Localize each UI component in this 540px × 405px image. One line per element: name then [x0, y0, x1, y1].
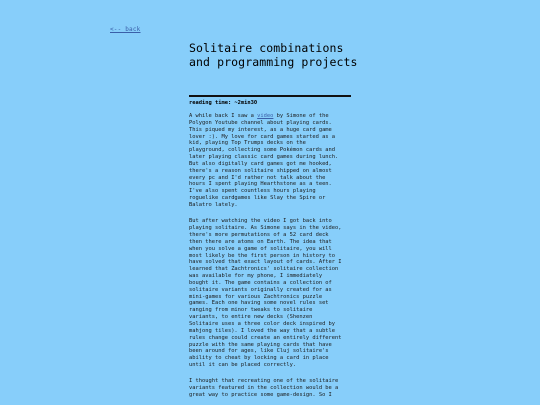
reading-time: reading time: ~2min30 [189, 100, 258, 106]
back-link[interactable]: <-- back [110, 26, 141, 33]
paragraph-1-text-rest: by Simone of the Polygon Youtube channel about playing cards. This piqued my interest, as a huge card game lover :). My love for card games started as a kid, playing Top Trumps decks on the playground, collecting some Pokémon cards and later playing classic card games during lunch. But also digitally card games got me hooked, there's a reason solitaire shipped on almost every pc and I'd rather not talk about the hours I spent playing Hearthstone as a teen. I've also spent countless hours playing roguelike cardgames like Slay the Spire or Balatro lately. [189, 113, 339, 208]
paragraph-1-text-start: A while back I saw a [189, 113, 258, 119]
article-body [189, 113, 355, 405]
article-paragraph-2: But after watching the video I got back into playing solitaire. As Simone says in the video, there's more permutations of a 52 card deck then there are atoms on Earth. The idea that when you solve a game of solitaire, you will most likely be the first person in history to have solved that exact layout of cards. After I learned that Zachtronics' solitaire collection was available for my phone, I immediately bought it. The game contains a collection of solitaire variants originally created for as mini-games for various Zachtronics puzzle games. Each one having some novel rules set ranging from minor tweaks to solitaire variants, to entire new decks (Shenzen Solitaire uses a three color deck inspired by mahjong tiles). I loved the way that a subtle rules change could create an entirely different puzzle with the same playing cards that have been around for ages, like Cluj solitaire's ability to cheat by locking a card in place until it can be placed correctly. [189, 218, 342, 369]
article-paragraph-3: I thought that recreating one of the solitaire variants featured in the collection would be a great way to practice some game-design. So I [189, 378, 339, 399]
page-title: Solitaire combinations and programming projects [189, 41, 358, 69]
title-divider [189, 95, 351, 97]
video-link[interactable]: video [257, 113, 274, 119]
article-paragraph-1 [189, 113, 355, 209]
